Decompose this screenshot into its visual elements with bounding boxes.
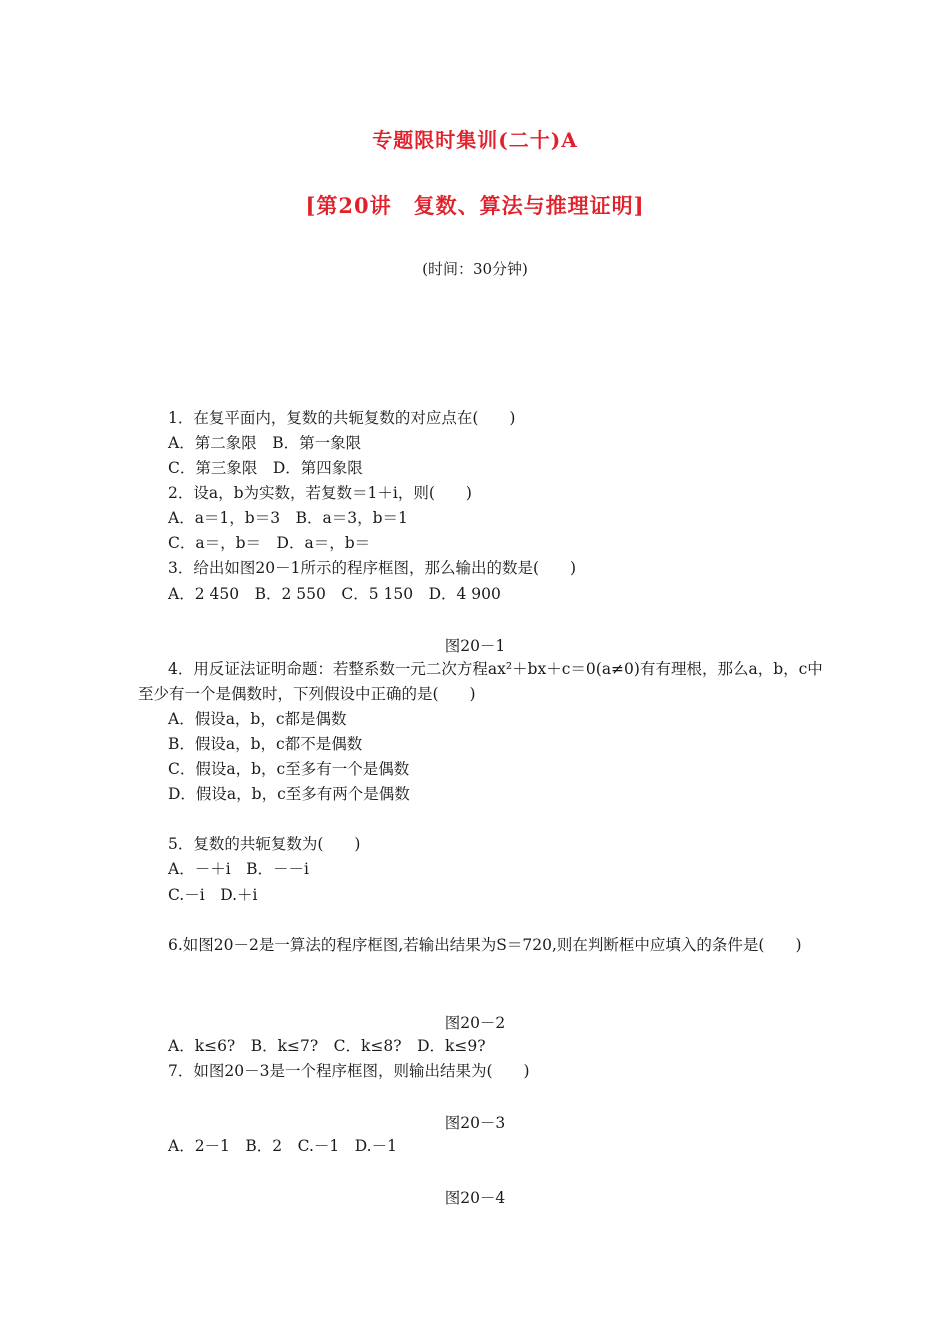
question-4-option-d: D．假设a，b，c至多有两个是偶数 xyxy=(168,785,410,803)
question-5: 5．复数的共轭复数为( ) xyxy=(168,835,361,853)
question-2-options-ab: A．a＝1，b＝3 B．a＝3，b＝1 xyxy=(168,509,408,527)
lecture-subtitle: [第20讲 复数、算法与推理证明] xyxy=(305,193,645,218)
question-4-option-a: A．假设a，b，c都是偶数 xyxy=(168,710,347,728)
question-7: 7．如图20－3是一个程序框图，则输出结果为( ) xyxy=(168,1062,530,1080)
figure-caption-20-2: 图20－2 xyxy=(444,1014,506,1032)
figure-caption-20-4: 图20－4 xyxy=(444,1189,506,1207)
figure-caption-20-1: 图20－1 xyxy=(444,637,506,655)
question-1: 1．在复平面内，复数的共轭复数的对应点在( ) xyxy=(168,409,516,427)
question-7-options: A．2－1 B．2 C.－1 D.－1 xyxy=(168,1137,397,1155)
question-4-option-b: B．假设a，b，c都不是偶数 xyxy=(168,735,363,753)
question-5-options-ab: A．－＋i B．－－i xyxy=(168,860,309,878)
question-1-options-cd: C．第三象限 D．第四象限 xyxy=(168,459,363,477)
question-6: 6.如图20－2是一算法的程序框图,若输出结果为S＝720,则在判断框中应填入的条件是( ) xyxy=(168,936,802,954)
figure-caption-20-3: 图20－3 xyxy=(444,1114,506,1132)
time-limit: (时间：30分钟) xyxy=(422,260,528,278)
question-1-options-ab: A．第二象限 B．第一象限 xyxy=(168,434,362,452)
question-2-options-cd: C．a＝，b＝ D．a＝，b＝ xyxy=(168,534,371,552)
question-2: 2．设a，b为实数，若复数＝1＋i，则( ) xyxy=(168,484,472,502)
page-title: 专题限时集训(二十)A xyxy=(372,128,578,152)
question-5-options-cd: C.－i D.＋i xyxy=(168,886,258,904)
question-3: 3．给出如图20－1所示的程序框图，那么输出的数是( ) xyxy=(168,559,577,577)
question-6-options: A．k≤6? B．k≤7? C．k≤8? D．k≤9? xyxy=(168,1037,486,1055)
question-3-options: A．2 450 B．2 550 C．5 150 D．4 900 xyxy=(168,585,501,603)
question-4: 4．用反证法证明命题：若整系数一元二次方程ax²＋bx＋c＝0(a≠0)有有理根，那么a，b，c中至少有一个是偶数时，下列假设中正确的是( ) xyxy=(138,660,823,703)
question-4-option-c: C．假设a，b，c至多有一个是偶数 xyxy=(168,760,410,778)
